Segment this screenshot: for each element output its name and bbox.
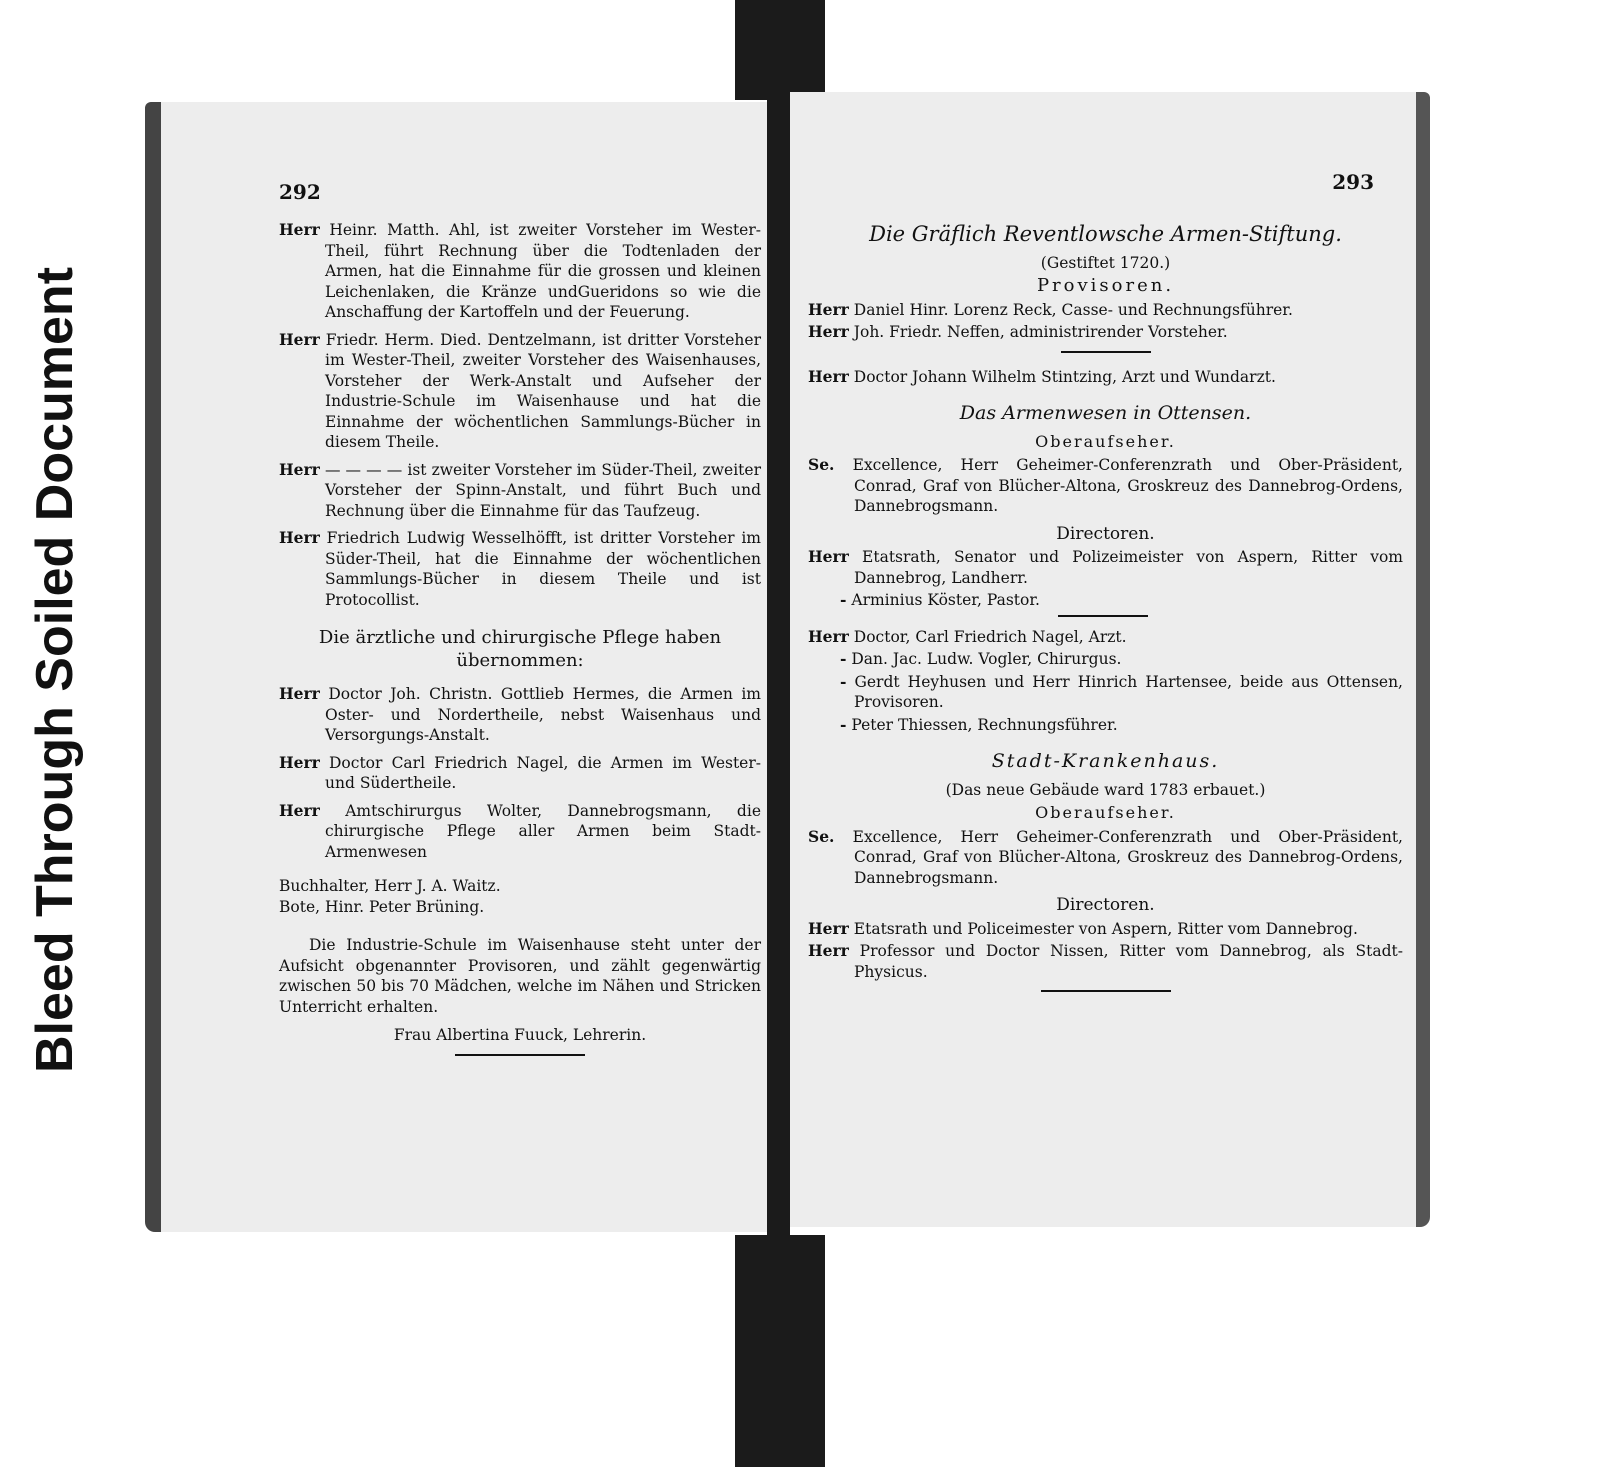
- provisoren-heading: Provisoren.: [1036, 275, 1175, 296]
- care-entry-wolter: Herr Amtschirurgus Wolter, Dannebrogsmann, die chirurgische Pflege aller Armen beim Stadt-Armenwesen: [279, 800, 761, 861]
- binding-strap-bottom: [735, 1235, 825, 1467]
- care-heading: Die ärztliche und chirurgische Pflege haben übernommen:: [318, 627, 722, 671]
- director-aspern-1: Herr Etatsrath, Senator und Polizeimeister von Aspern, Ritter vom Dannebrog, Landherr.: [808, 547, 1403, 587]
- oberaufseher-heading-1: Oberaufseher.: [1035, 431, 1176, 451]
- entry-vacant: Herr — — — — ist zweiter Vorsteher im Süder-Theil, zweiter Vorsteher der Spinn-Anstalt, und führt Buch und Rechnung über die Einnahme für das Taufzeug.: [279, 459, 761, 520]
- closing-rule-right: [1041, 990, 1171, 992]
- directoren-heading-1: Directoren.: [1056, 523, 1155, 544]
- director-nissen: Herr Professor und Doctor Nissen, Ritter vom Dannebrog, als Stadt-Physicus.: [808, 941, 1403, 981]
- stiftung-title: Die Gräflich Reventlowsche Armen-Stiftung.: [869, 222, 1342, 246]
- ottensen-staff-nagel: Herr Doctor, Carl Friedrich Nagel, Arzt.: [808, 626, 1127, 646]
- staff-line-bookkeeper: Buchhalter, Herr J. A. Waitz.: [279, 877, 501, 895]
- ottensen-title: Das Armenwesen in Ottensen.: [959, 402, 1252, 424]
- closing-rule-left: [455, 1054, 585, 1056]
- entry-ahl: Herr Heinr. Matth. Ahl, ist zweiter Vorsteher im Wester-Theil, führt Rechnung über die Todtenladen der Armen, hat die Einnahme für die grossen und kleinen Leichenlaken, die Kränze undGueridons so wie die Anschaffung der Kartoffeln und der Feuerung.: [279, 220, 761, 321]
- left-page-column: [279, 220, 761, 1070]
- rule-provisoren: [1061, 351, 1151, 353]
- right-page-column: [808, 220, 1403, 1006]
- open-book: [135, 82, 1435, 1252]
- rule-directoren: [1058, 615, 1148, 617]
- oberaufseher-entry-2: Se. Excellence, Herr Geheimer-Conferenzrath und Ober-Präsident, Conrad, Graf von Blücher-Altona, Groskreuz des Dannebrog-Ordens, Dannebrogsmann.: [808, 826, 1403, 887]
- ottensen-staff-thiessen: - Peter Thiessen, Rechnungsführer.: [840, 714, 1118, 734]
- page-number-left: 292: [279, 180, 321, 204]
- care-entry-hermes: Herr Doctor Joh. Christn. Gottlieb Hermes, die Armen im Oster- und Nordertheile, nebst Waisenhaus und Versorgungs-Anstalt.: [279, 684, 761, 744]
- side-label-text: Bleed Through Soiled Document: [26, 266, 84, 1074]
- doctor-stintzing: Herr Doctor Johann Wilhelm Stintzing, Arzt und Wundarzt.: [808, 366, 1276, 386]
- page-number-right: 293: [1332, 170, 1374, 194]
- right-page: [790, 92, 1430, 1227]
- directoren-heading-2: Directoren.: [1056, 895, 1155, 915]
- entry-dentzelmann: Herr Friedr. Herm. Died. Dentzelmann, ist dritter Vorsteher im Wester-Theil, zweiter Vorsteher des Waisenhauses, Vorsteher der Werk-Anstalt und Aufseher der Industrie-Schule im Waisenhause und hat die Einnahme der wöchentlichen Sammlungs-Bücher in diesem Theile.: [279, 329, 761, 451]
- school-paragraph: Die Industrie-Schule im Waisenhause steht unter der Aufsicht obgenannter Provisoren, und zählt gegenwärtig zwischen 50 bis 70 Mädchen, welche im Nähen und Stricken Unterricht erhalten.: [279, 936, 761, 1016]
- director-aspern-2: Herr Etatsrath und Policeimester von Aspern, Ritter vom Dannebrog.: [808, 918, 1358, 938]
- side-label: [20, 140, 90, 1200]
- left-page: [145, 102, 767, 1232]
- teacher-line: Frau Albertina Fuuck, Lehrerin.: [393, 1026, 647, 1044]
- care-entry-nagel: Herr Doctor Carl Friedrich Nagel, die Armen im Wester- und Südertheile.: [279, 752, 761, 792]
- provisor-reck: Herr Daniel Hinr. Lorenz Reck, Casse- und Rechnungsführer.: [808, 299, 1293, 319]
- entry-wesselhoefft: Herr Friedrich Ludwig Wesselhöfft, ist dritter Vorsteher im Süder-Theil, hat die Einnahme der wöchentlichen Sammlungs-Bücher in diesem Theile und ist Protocollist.: [279, 528, 761, 609]
- hospital-note: (Das neue Gebäude ward 1783 erbauet.): [945, 780, 1266, 799]
- provisor-neffen: Herr Joh. Friedr. Neffen, administrirender Vorsteher.: [808, 322, 1228, 341]
- hospital-title: Stadt-Krankenhaus.: [991, 750, 1220, 772]
- director-koester: - Arminius Köster, Pastor.: [840, 590, 1040, 609]
- stiftung-founded: (Gestiftet 1720.): [1040, 253, 1171, 272]
- staff-line-messenger: Bote, Hinr. Peter Brüning.: [279, 897, 485, 916]
- ottensen-staff-heyhusen: - Gerdt Heyhusen und Herr Hinrich Hartensee, beide aus Ottensen, Provisoren.: [840, 671, 1403, 711]
- book-spine: [767, 82, 790, 1252]
- ottensen-staff-vogler: - Dan. Jac. Ludw. Vogler, Chirurgus.: [840, 649, 1122, 668]
- oberaufseher-entry-1: Se. Excellence, Herr Geheimer-Conferenzrath und Ober-Präsident, Conrad, Graf von Blücher-Altona, Groskreuz des Dannebrog-Ordens, Dannebrogsmann.: [808, 455, 1403, 515]
- oberaufseher-heading-2: Oberaufseher.: [1035, 803, 1176, 822]
